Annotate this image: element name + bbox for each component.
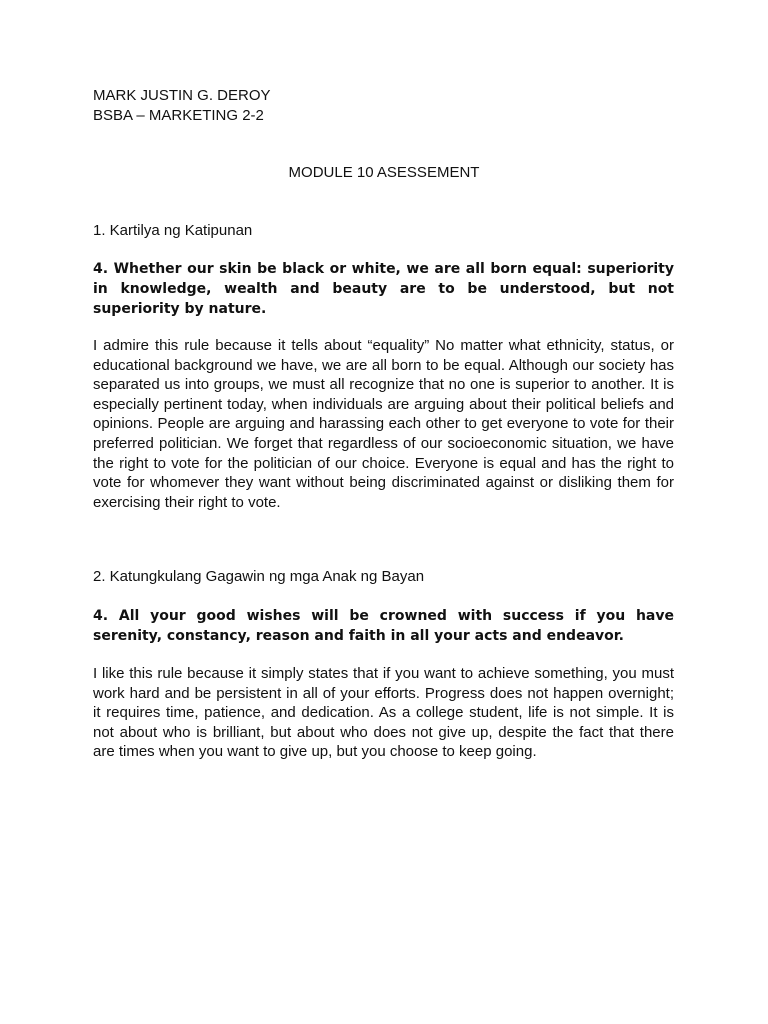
author-course: BSBA – MARKETING 2-2 [93,107,264,124]
section-rule: 4. Whether our skin be black or white, we are all born equal: superiority in knowledge, wealth and beauty are to be understood, but not superiority by nature. [93,261,674,317]
section-paragraph: I like this rule because it simply states that if you want to achieve something, you must work hard and be persistent in all of your efforts. Progress does not happen overnight; it requires time, patience, and dedication. As a college student, life is not simple. It is not about who is brilliant, but about who does not give up, despite the fact that there are times when you want to give up, but you choose to keep going. [93,665,674,761]
section-paragraph: I admire this rule because it tells about “equality” No matter what ethnicity, status, or educational background we have, we are all born to be equal. Although our society has separated us into groups, we must all recognize that no one is superior to another. It is especially pertinent today, when individuals are arguing about their political beliefs and opinions. People are arguing and harassing each other to get everyone to vote for their preferred politician. We forget that regardless of our socioeconomic situation, we have the right to vote for the politician of our choice. Everyone is equal and has the right to vote for whomever they want without being discriminated against or disliking them for exercising their right to vote. [93,337,674,511]
section-rule: 4. All your good wishes will be crowned with success if you have serenity, constancy, reason and faith in all your acts and endeavor. [93,608,674,644]
author-name: MARK JUSTIN G. DEROY [93,87,271,104]
document-title: MODULE 10 ASESSEMENT [288,164,480,181]
section-heading: 2. Katungkulang Gagawin ng mga Anak ng Bayan [93,568,425,585]
section-heading: 1. Kartilya ng Katipunan [93,222,253,239]
author-header [93,86,271,126]
